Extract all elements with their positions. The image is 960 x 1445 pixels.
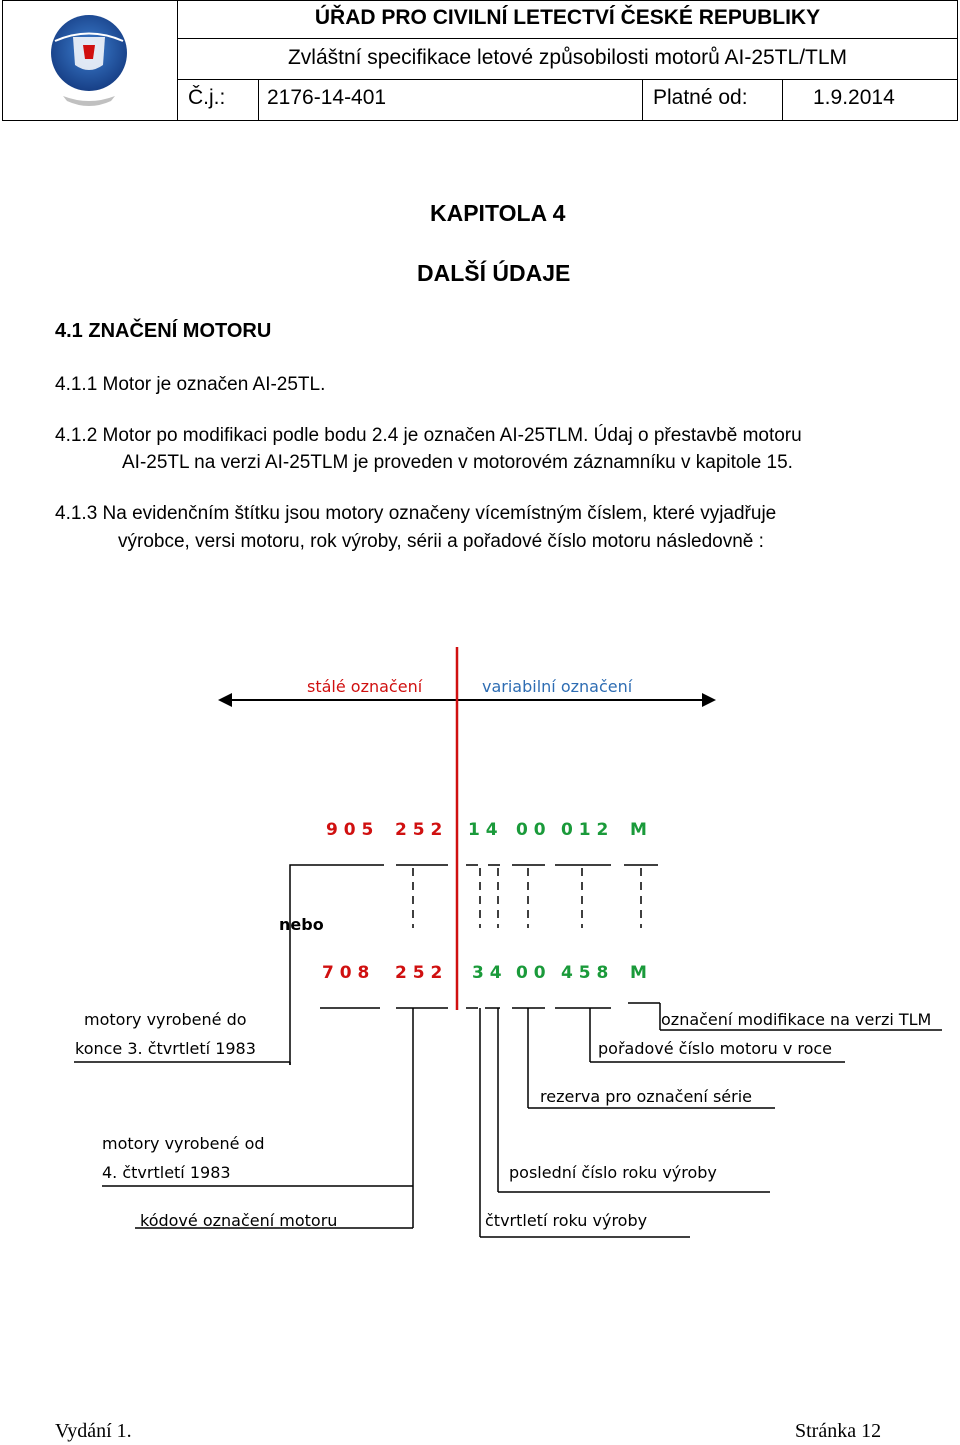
num1-serial: 0 1 2 bbox=[561, 820, 609, 840]
quarter-label: čtvrtletí roku výroby bbox=[485, 1211, 648, 1230]
num1-modification: M bbox=[630, 820, 647, 840]
variable-label: variabilní označení bbox=[482, 677, 633, 696]
chapter-subtitle: DALŠÍ ÚDAJE bbox=[417, 260, 571, 286]
footer-edition: Vydání 1. bbox=[55, 1420, 132, 1442]
section-heading: 4.1 ZNAČENÍ MOTORU bbox=[55, 320, 272, 342]
before-1983-label-line1: motory vyrobené do bbox=[84, 1010, 247, 1029]
ref-number: 2176-14-401 bbox=[259, 80, 643, 120]
range-arrow bbox=[218, 693, 716, 707]
footer-page-number: Stránka 12 bbox=[795, 1420, 882, 1442]
num2-series: 0 0 bbox=[516, 963, 546, 983]
ref-label: Č.j.: bbox=[178, 80, 259, 120]
or-label: nebo bbox=[279, 915, 324, 934]
num2-version: 2 5 2 bbox=[395, 963, 443, 983]
header-authority: ÚŘAD PRO CIVILNÍ LETECTVÍ ČESKÉ REPUBLIKY bbox=[178, 1, 957, 39]
fixed-label: stálé označení bbox=[307, 677, 423, 696]
paragraph-4-1-2-line2: AI-25TL na verzi AI-25TLM je proveden v motorovém záznamníku v kapitole 15. bbox=[122, 452, 793, 473]
paragraph-4-1-3-line1: 4.1.3 Na evidenčním štítku jsou motory označeny vícemístným číslem, které vyjadřuje bbox=[55, 503, 777, 524]
engine-code-label: kódové označení motoru bbox=[140, 1211, 338, 1230]
header-document-title: Zvláštní specifikace letové způsobilosti motorů AI-25TL/TLM bbox=[178, 39, 957, 80]
num2-serial: 4 5 8 bbox=[561, 963, 609, 983]
num1-manufacturer: 9 0 5 bbox=[326, 820, 374, 840]
paragraph-4-1-2-line1: 4.1.2 Motor po modifikaci podle bodu 2.4 je označen AI-25TLM. Údaj o přestavbě motoru bbox=[55, 425, 802, 446]
num2-manufacturer: 7 0 8 bbox=[322, 963, 370, 983]
num2-year-quarter: 3 4 bbox=[472, 963, 502, 983]
num1-year-quarter: 1 4 bbox=[468, 820, 498, 840]
num1-series: 0 0 bbox=[516, 820, 546, 840]
num2-modification: M bbox=[630, 963, 647, 983]
paragraph-4-1-3-line2: výrobce, versi motoru, rok výroby, sérii a pořadové číslo motoru následovně : bbox=[118, 531, 764, 552]
valid-date: 1.9.2014 bbox=[813, 86, 895, 109]
before-1983-label-line2: konce 3. čtvrtletí 1983 bbox=[75, 1039, 256, 1058]
paragraph-4-1-1: 4.1.1 Motor je označen AI-25TL. bbox=[55, 374, 326, 395]
num1-version: 2 5 2 bbox=[395, 820, 443, 840]
after-1983-label-line1: motory vyrobené od bbox=[102, 1134, 265, 1153]
serial-label: pořadové číslo motoru v roce bbox=[598, 1039, 833, 1058]
year-digit-label: poslední číslo roku výroby bbox=[509, 1163, 717, 1182]
valid-label: Platné od: bbox=[643, 80, 783, 120]
chapter-title: KAPITOLA 4 bbox=[430, 200, 566, 226]
series-label: rezerva pro označení série bbox=[540, 1087, 752, 1106]
num1-dashed-links bbox=[413, 868, 641, 928]
tlm-mod-label: označení modifikace na verzi TLM bbox=[661, 1010, 932, 1029]
after-1983-label-line2: 4. čtvrtletí 1983 bbox=[102, 1163, 231, 1182]
